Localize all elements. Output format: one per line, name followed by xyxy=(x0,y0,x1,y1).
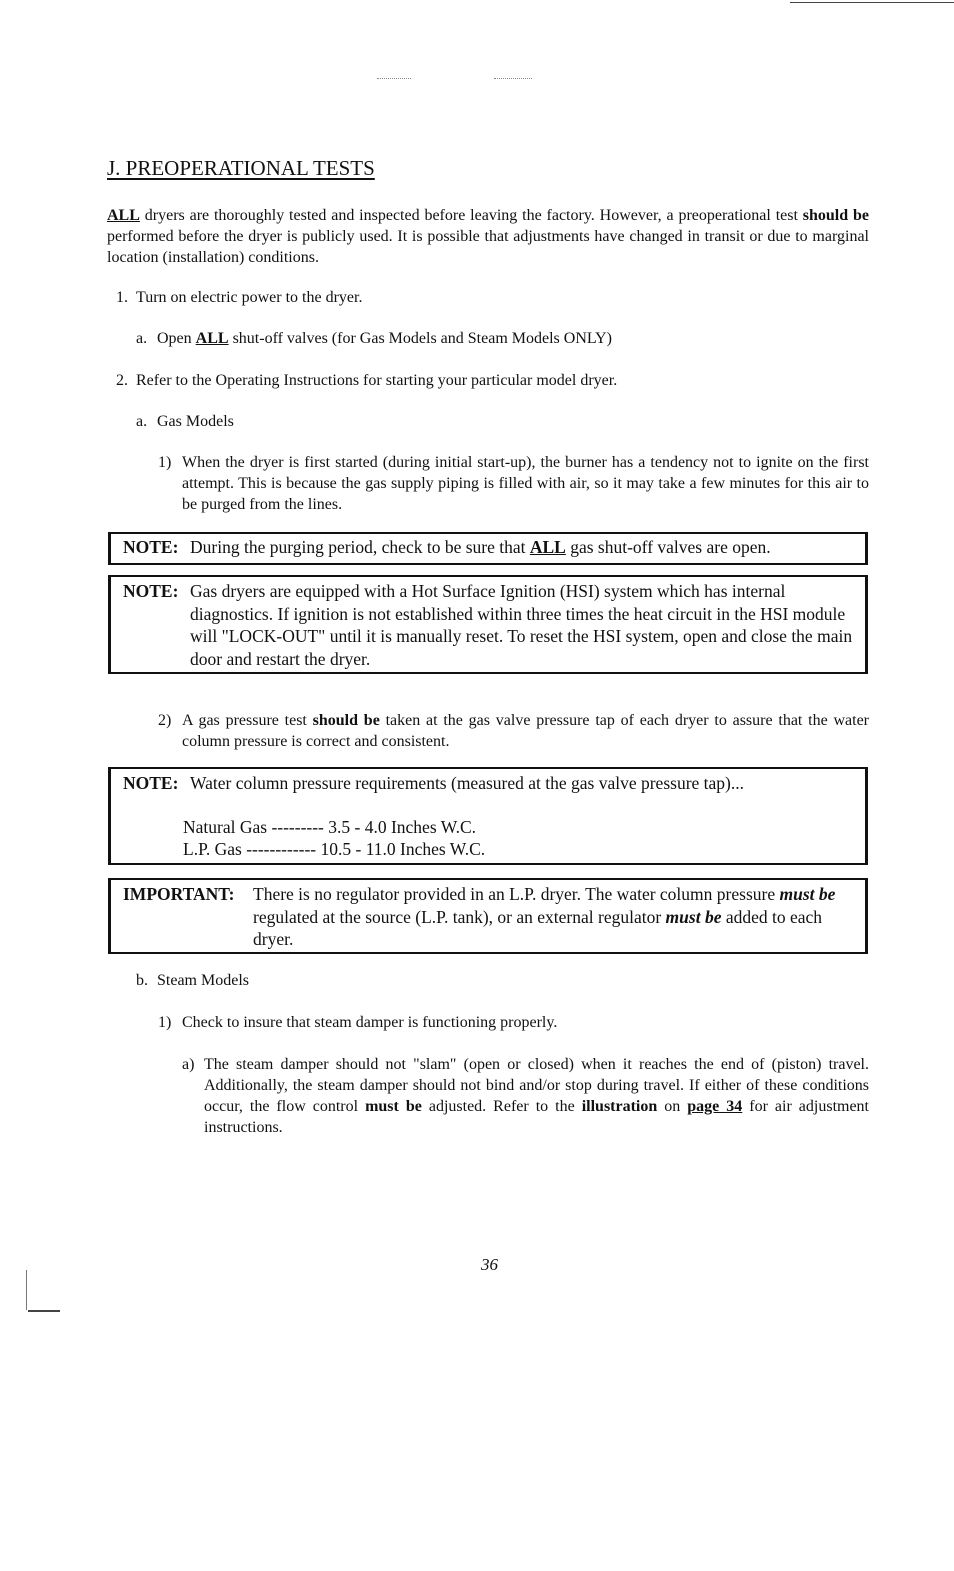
important-part3: added to each dryer. xyxy=(253,906,823,949)
scan-mark-1 xyxy=(377,78,411,79)
important-box-regulator xyxy=(108,878,868,954)
step-2b1-number: 1) xyxy=(158,1014,172,1031)
page-34-reference-link[interactable]: page 34 xyxy=(687,1098,743,1115)
important-text xyxy=(253,883,858,951)
step-2a-text: Gas Models xyxy=(157,413,234,430)
step-2a-letter: a. xyxy=(136,413,148,430)
important-must-be-1: must be xyxy=(779,884,836,904)
intro-paragraph xyxy=(107,205,869,268)
step-1-text: Turn on electric power to the dryer. xyxy=(136,289,363,306)
scan-edge-top xyxy=(790,2,954,3)
step-2b1a-illustration: illustration xyxy=(581,1098,658,1115)
step-2b1a-part2: adjusted. Refer to the xyxy=(421,1098,582,1115)
step-2a2-number: 2) xyxy=(158,712,172,729)
note-label: NOTE: xyxy=(123,537,179,557)
scan-mark-2 xyxy=(494,78,532,79)
natural-gas-spec: Natural Gas --------- 3.5 - 4.0 Inches W.C. xyxy=(183,817,477,837)
note-purging-all: ALL xyxy=(529,537,566,557)
step-2-number: 2. xyxy=(116,372,128,389)
important-label: IMPORTANT: xyxy=(123,884,235,904)
page-number: 36 xyxy=(481,1255,498,1274)
step-1a-post: shut-off valves (for Gas Models and Steam Models ONLY) xyxy=(228,330,612,347)
step-2a1-text: When the dryer is first started (during initial start-up), the burner has a tendency not to ignite on the first attempt. This is because the gas supply piping is filled with air, so it may take a few minutes for this air to be purged from the lines. xyxy=(182,454,869,513)
step-1-number: 1. xyxy=(116,289,128,306)
note-box-purging xyxy=(108,532,868,565)
step-2a2-post: taken at the gas valve pressure tap of each dryer to assure that the water column pressure is correct and consistent. xyxy=(182,712,869,750)
intro-all: ALL xyxy=(107,207,140,224)
step-2b1a-part1: The steam damper should not "slam" (open or closed) when it reaches the end of (piston) travel. Additionally, the steam damper should not bind and/or stop during travel. If either of these conditions occur, the flow control xyxy=(204,1056,869,1115)
intro-part1: dryers are thoroughly tested and inspected before leaving the factory. However, a preoperational test xyxy=(139,207,803,224)
note-box-hsi xyxy=(108,575,868,674)
note-box-water-column xyxy=(108,767,868,865)
section-title: J. PREOPERATIONAL TESTS xyxy=(107,156,375,180)
step-2b-letter: b. xyxy=(136,972,148,989)
step-2b1a-part3: on xyxy=(657,1098,688,1115)
scan-edge-left xyxy=(26,1270,27,1310)
note-label: NOTE: xyxy=(123,773,179,793)
lp-gas-spec: L.P. Gas ------------ 10.5 - 11.0 Inches W.C. xyxy=(183,839,486,859)
step-2-text: Refer to the Operating Instructions for starting your particular model dryer. xyxy=(136,372,618,389)
step-2a2-pre: A gas pressure test xyxy=(182,712,313,729)
important-must-be-2: must be xyxy=(665,906,722,927)
important-part1: There is no regulator provided in an L.P. dryer. The water column pressure xyxy=(253,884,780,904)
step-1a-all: ALL xyxy=(195,330,229,347)
intro-part2: performed before the dryer is publicly used. It is possible that adjustments have changed in transit or due to marginal location (installation) conditions. xyxy=(107,228,869,266)
step-2b1-text: Check to insure that steam damper is functioning properly. xyxy=(182,1014,558,1031)
step-1a-letter: a. xyxy=(136,330,148,347)
step-1a-pre: Open xyxy=(157,330,196,347)
step-2a2-text xyxy=(182,710,869,752)
step-2b-text: Steam Models xyxy=(157,972,249,989)
note-hsi-text: Gas dryers are equipped with a Hot Surface Ignition (HSI) system which has internal diagnostics. If ignition is not established within three times the heat circuit in the HSI module will "LOCK-OUT" until it is manually reset. To reset the HSI system, open and close the main door and restart the dryer. xyxy=(190,581,853,669)
important-part2: regulated at the source (L.P. tank), or an external regulator xyxy=(253,906,666,927)
note-purging-pre: During the purging period, check to be sure that xyxy=(190,537,530,557)
step-2b1a-must-be: must be xyxy=(365,1098,422,1115)
step-2b1a-letter: a) xyxy=(182,1056,195,1073)
note-water-column-text: Water column pressure requirements (measured at the gas valve pressure tap)... xyxy=(190,773,745,793)
step-2b1a-text xyxy=(204,1054,869,1138)
step-1a-text xyxy=(157,328,612,349)
note-purging-post: gas shut-off valves are open. xyxy=(565,537,771,557)
note-label: NOTE: xyxy=(123,581,179,601)
step-2b1a-part4: for air adjustment instructions. xyxy=(204,1098,870,1136)
intro-should-be: should be xyxy=(802,207,870,224)
scan-edge-bottom-left xyxy=(28,1310,60,1312)
note-purging-text xyxy=(190,536,771,559)
step-2a1-number: 1) xyxy=(158,454,172,471)
step-2a2-should-be: should be xyxy=(312,712,380,729)
